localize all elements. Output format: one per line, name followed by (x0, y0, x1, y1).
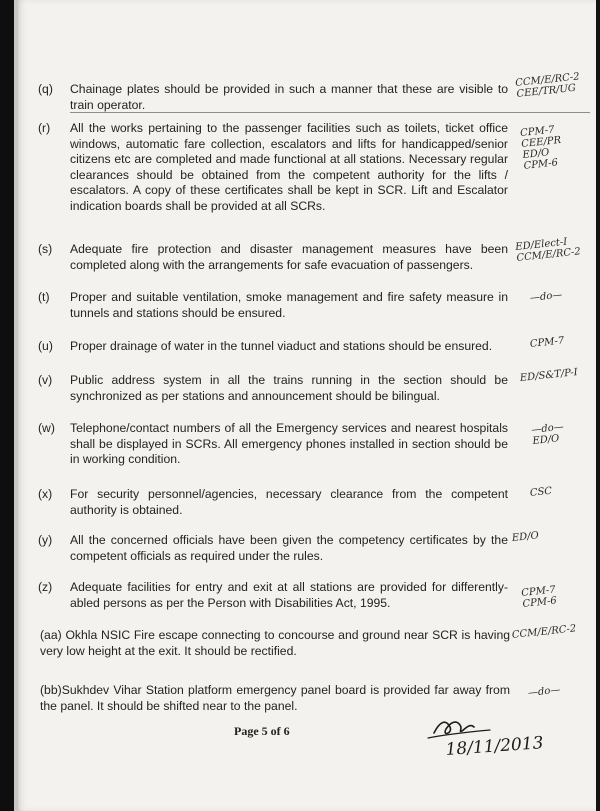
item-label: (y) (38, 533, 53, 547)
list-item-s (38, 242, 508, 273)
list-item-q (38, 82, 508, 113)
item-label: (r) (38, 121, 51, 135)
item-label: (u) (38, 339, 53, 353)
handwritten-note: —do— (527, 684, 561, 699)
handwritten-note: CSC (529, 485, 553, 499)
handwritten-note: ED/Elect-I CCM/E/RC-2 (514, 236, 582, 264)
handwritten-note: CCM/E/RC-2 CEE/TR/UG (514, 71, 581, 100)
page-number: Page 5 of 6 (234, 724, 290, 738)
item-text (40, 628, 510, 659)
item-text: All the concerned officials have been given the competency certificates by the competent officials as required under the rules. (70, 533, 508, 563)
scan-shadow (0, 0, 14, 811)
list-item-aa (40, 628, 510, 659)
list-item-x (38, 487, 508, 518)
item-label: (v) (38, 373, 53, 387)
list-item-u (38, 339, 508, 355)
list-item-r (38, 121, 508, 215)
item-label: (s) (38, 242, 53, 256)
item-label: (q) (38, 82, 53, 96)
item-label: (bb) (40, 683, 62, 697)
list-item-z (38, 580, 508, 611)
handwritten-note: —do— ED/O (530, 421, 565, 447)
item-text: All the works pertaining to the passenger facilities such as toilets, ticket office windows, automatic fare collection, escalators and lifts for handicapped/senior citizens etc are completed and made functional at all stations. Necessary regular clearances should be obtained from the competent authority for the lifts / escalators. A copy of these certificates shall be kept in SCR. Lift and Escalator indication boards shall be provided at all SCRs. (70, 121, 508, 213)
handwritten-note: —do— (529, 289, 563, 304)
handwritten-note: CPM-7 CPM-6 (520, 584, 558, 610)
item-text: Public address system in all the trains running in the section should be synchronized as per stations and announcement should be bilingual. (70, 373, 508, 403)
item-text: Telephone/contact numbers of all the Emergency services and nearest hospitals shall be displayed in SCRs. All emergency phones installed in section should be in working condition. (70, 421, 508, 467)
item-text: Adequate fire protection and disaster management measures have been completed along with the arrangements for safe evacuation of passengers. (70, 242, 508, 272)
item-body: Sukhdev Vihar Station platform emergency panel board is provided far away from the panel. It should be shifted near to the panel. (40, 683, 510, 713)
item-text: For security personnel/agencies, necessary clearance from the competent authority is obtained. (70, 487, 508, 517)
handwritten-note: ED/S&T/P-I (519, 366, 579, 384)
item-label: (x) (38, 487, 53, 501)
item-label: (t) (38, 290, 50, 304)
signature-date: 18/11/2013 (444, 733, 545, 760)
list-item-t (38, 290, 508, 321)
item-text: Proper and suitable ventilation, smoke management and fire safety measure in tunnels and stations should be ensured. (70, 290, 508, 320)
handwritten-note: ED/O (511, 530, 540, 544)
handwritten-signature (420, 705, 570, 765)
list-item-v (38, 373, 508, 404)
item-text: Chainage plates should be provided in such a manner that these are visible to train operator. (70, 82, 508, 112)
list-item-y (38, 533, 508, 564)
handwritten-note: CPM-7 CEE/PR ED/O CPM-6 (519, 124, 562, 172)
page-edge (14, 0, 18, 811)
item-text: Proper drainage of water in the tunnel viaduct and stations should be ensured. (70, 339, 493, 353)
item-label: (w) (38, 421, 55, 435)
item-label: (aa) (40, 628, 62, 642)
item-label: (z) (38, 580, 53, 594)
item-body: Okhla NSIC Fire escape connecting to concourse and ground near SCR is having very low height at the exit. It should be rectified. (40, 628, 510, 658)
list-item-w (38, 421, 508, 468)
handwritten-note: CCM/E/RC-2 (511, 623, 577, 641)
handwritten-note: CPM-7 (529, 335, 565, 350)
item-text: Adequate facilities for entry and exit at all stations are provided for differently-abled persons as per the Person with Disabilities Act, 1995. (70, 580, 508, 610)
